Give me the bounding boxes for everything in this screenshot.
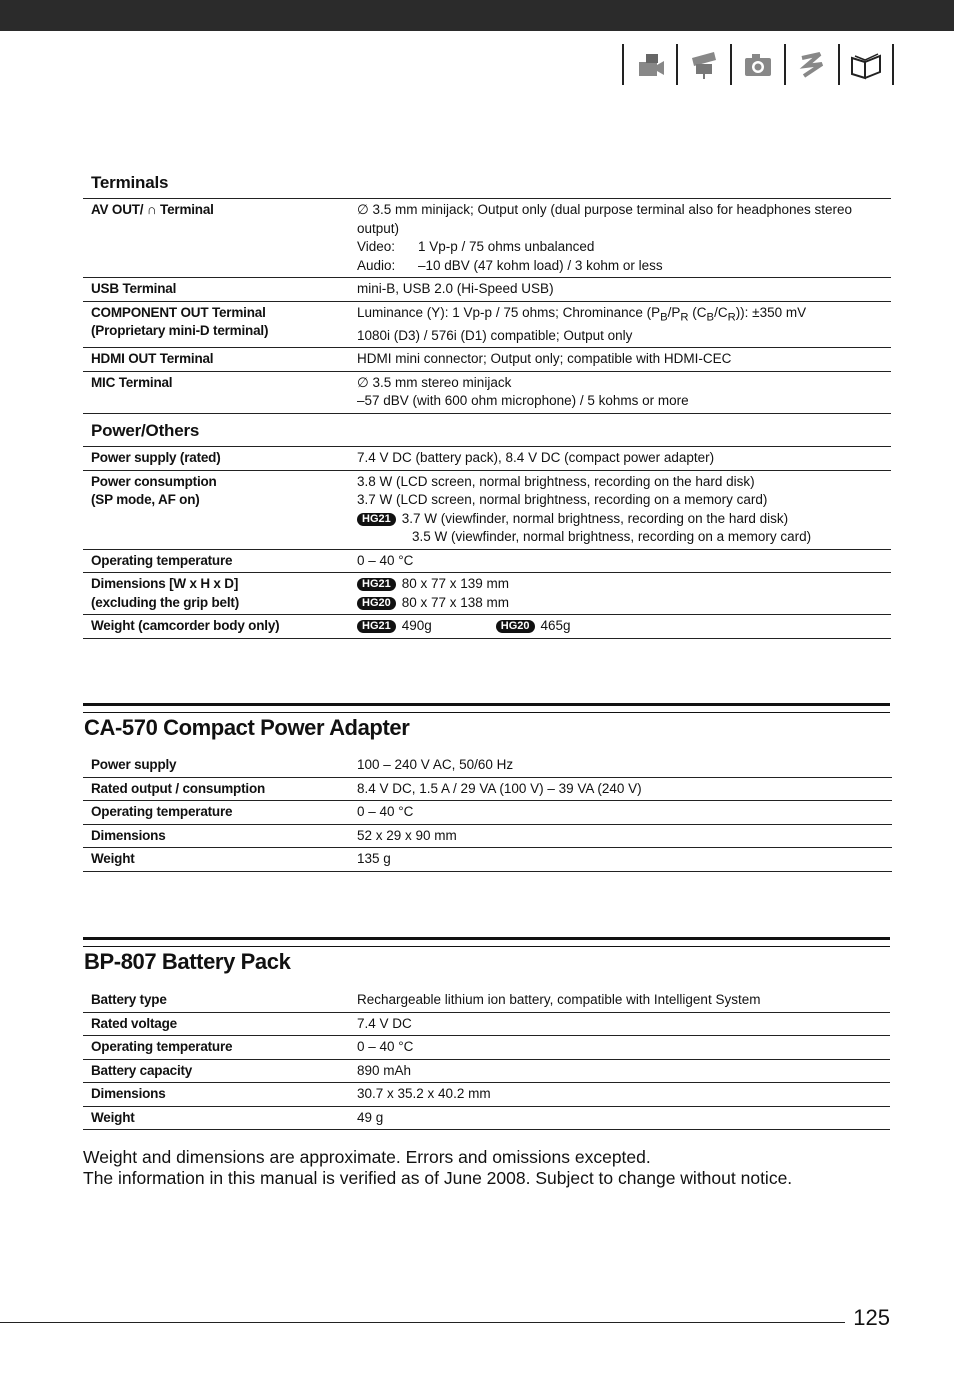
spec-value: 465g (540, 618, 571, 633)
camcorder-icon[interactable] (622, 44, 676, 85)
header-bar (0, 0, 954, 31)
headphones-icon: ∩ (146, 202, 157, 217)
table-row (83, 278, 891, 302)
spec-label: Rated voltage (83, 1012, 349, 1036)
table-row (83, 1036, 890, 1060)
spec-label: Weight (camcorder body only) (83, 615, 349, 639)
hg20-badge: HG20 (357, 597, 396, 610)
table-row (83, 348, 891, 372)
footnote (83, 1147, 792, 1189)
battery-title: BP-807 Battery Pack (84, 949, 291, 974)
spec-label: (Proprietary mini-D terminal) (91, 323, 269, 338)
spec-value: 135 g (349, 848, 892, 872)
spec-label: Rated output / consumption (83, 777, 349, 801)
hg21-badge: HG21 (357, 578, 396, 591)
spec-value: 1080i (D3) / 576i (D1) compatible; Output only (357, 327, 633, 343)
footer-rule (0, 1322, 845, 1323)
camera-icon[interactable] (730, 44, 784, 85)
spec-value: 80 x 77 x 138 mm (401, 594, 510, 610)
diameter-icon: ∅ (357, 374, 369, 390)
spec-value: 490g (401, 618, 432, 633)
table-row (83, 989, 890, 1012)
table-row (83, 801, 892, 825)
table-row (83, 371, 891, 413)
spec-value: –57 dBV (with 600 ohm microphone) / 5 kohms or more (357, 393, 689, 409)
spec-label: Battery type (83, 989, 349, 1012)
hg20-badge: HG20 (496, 620, 535, 633)
table-row (83, 573, 891, 615)
spec-value: Luminance (Y): 1 Vp-p / 75 ohms; Chrominance ($P_B/P_R$ $(C_B/C_R)$): ±350 mV (357, 304, 807, 324)
spec-value: 0 – 40 °C (349, 1036, 890, 1060)
spec-value: 52 x 29 x 90 mm (349, 824, 892, 848)
spec-value: 3.8 W (LCD screen, normal brightness, recording on the hard disk) (357, 473, 755, 489)
section-divider (83, 937, 890, 947)
spec-label: Power supply (rated) (83, 447, 349, 471)
spec-label: Weight (83, 1106, 349, 1130)
adapter-title: CA-570 Compact Power Adapter (84, 715, 410, 740)
spec-value: 890 mAh (349, 1059, 890, 1083)
spec-label: MIC Terminal (83, 371, 349, 413)
power-heading: Power/Others (91, 421, 200, 440)
spec-label: Operating temperature (83, 801, 349, 825)
spec-label: HDMI OUT Terminal (83, 348, 349, 372)
section-divider (83, 703, 890, 713)
spec-value: 3.5 W (viewfinder, normal brightness, recording on a memory card) (412, 529, 812, 544)
playback-icon[interactable] (676, 44, 730, 85)
table-row (83, 824, 892, 848)
spec-value: 3.5 mm minijack; Output only (dual purpose terminal also for headphones stereo output) (357, 202, 853, 236)
table-row (83, 848, 892, 872)
table-row (83, 470, 891, 549)
spec-value: 7.4 V DC (349, 1012, 890, 1036)
spec-label: Operating temperature (83, 1036, 349, 1060)
table-row (83, 1106, 890, 1130)
table-row (83, 447, 891, 471)
spec-value: HDMI mini connector; Output only; compatible with HDMI-CEC (349, 348, 891, 372)
section-icons (622, 44, 894, 85)
spec-label: Power supply (83, 754, 349, 777)
battery-table (83, 989, 890, 1130)
spec-sublabel: Video: (357, 239, 396, 254)
spec-sublabel: Audio: (357, 257, 396, 273)
spec-label: (SP mode, AF on) (91, 492, 200, 507)
adapter-table (83, 754, 892, 872)
spec-value: mini-B, USB 2.0 (Hi-Speed USB) (349, 278, 891, 302)
spec-value: 7.4 V DC (battery pack), 8.4 V DC (compact power adapter) (349, 447, 891, 471)
page-number: 125 (853, 1305, 890, 1330)
footnote-line: Weight and dimensions are approximate. Errors and omissions excepted. (83, 1147, 651, 1167)
spec-value: 3.7 W (LCD screen, normal brightness, recording on a memory card) (357, 492, 768, 507)
table-row (83, 199, 891, 278)
table-row (83, 1083, 890, 1107)
table-row (83, 1059, 890, 1083)
spec-value: 3.7 W (viewfinder, normal brightness, recording on the hard disk) (401, 510, 789, 526)
power-table (83, 446, 891, 639)
diameter-icon: ∅ (357, 202, 369, 217)
spec-label: (excluding the grip belt) (91, 594, 240, 610)
spec-value: Rechargeable lithium ion battery, compatible with Intelligent System (349, 989, 890, 1012)
spec-value: –10 dBV (47 kohm load) / 3 kohm or less (418, 257, 663, 273)
connection-icon[interactable] (784, 44, 838, 85)
spec-label: Dimensions (83, 1083, 349, 1107)
spec-label: USB Terminal (83, 278, 349, 302)
spec-label: Power consumption (91, 473, 217, 489)
spec-label: Operating temperature (83, 549, 349, 573)
spec-value: 0 – 40 °C (349, 801, 892, 825)
table-row (83, 777, 892, 801)
spec-label: Dimensions (83, 824, 349, 848)
table-row (83, 1012, 890, 1036)
spec-label: Dimensions [W x H x D] (91, 576, 239, 591)
spec-value: 49 g (349, 1106, 890, 1130)
spec-label: Battery capacity (83, 1059, 349, 1083)
spec-value: 100 – 240 V AC, 50/60 Hz (349, 754, 892, 777)
table-row (83, 615, 891, 639)
spec-label: Weight (83, 848, 349, 872)
terminals-heading: Terminals (91, 173, 169, 192)
spec-value: 8.4 V DC, 1.5 A / 29 VA (100 V) – 39 VA (240 V) (349, 777, 892, 801)
spec-value: 3.5 mm stereo minijack (372, 374, 512, 390)
hg21-badge: HG21 (357, 620, 396, 633)
book-icon[interactable] (838, 44, 894, 85)
table-row (83, 754, 892, 777)
spec-value: 1 Vp-p / 75 ohms unbalanced (418, 239, 595, 254)
spec-label: AV OUT/ (91, 202, 144, 217)
terminals-table (83, 198, 891, 414)
spec-label: Terminal (160, 202, 214, 217)
spec-value: 80 x 77 x 139 mm (401, 576, 510, 591)
table-row (83, 549, 891, 573)
spec-value: 0 – 40 °C (349, 549, 891, 573)
spec-label: COMPONENT OUT Terminal (91, 304, 266, 320)
footnote-line: The information in this manual is verified as of June 2008. Subject to change without notice. (83, 1168, 793, 1188)
hg21-badge: HG21 (357, 513, 396, 526)
spec-value: 30.7 x 35.2 x 40.2 mm (349, 1083, 890, 1107)
table-row (83, 301, 891, 348)
